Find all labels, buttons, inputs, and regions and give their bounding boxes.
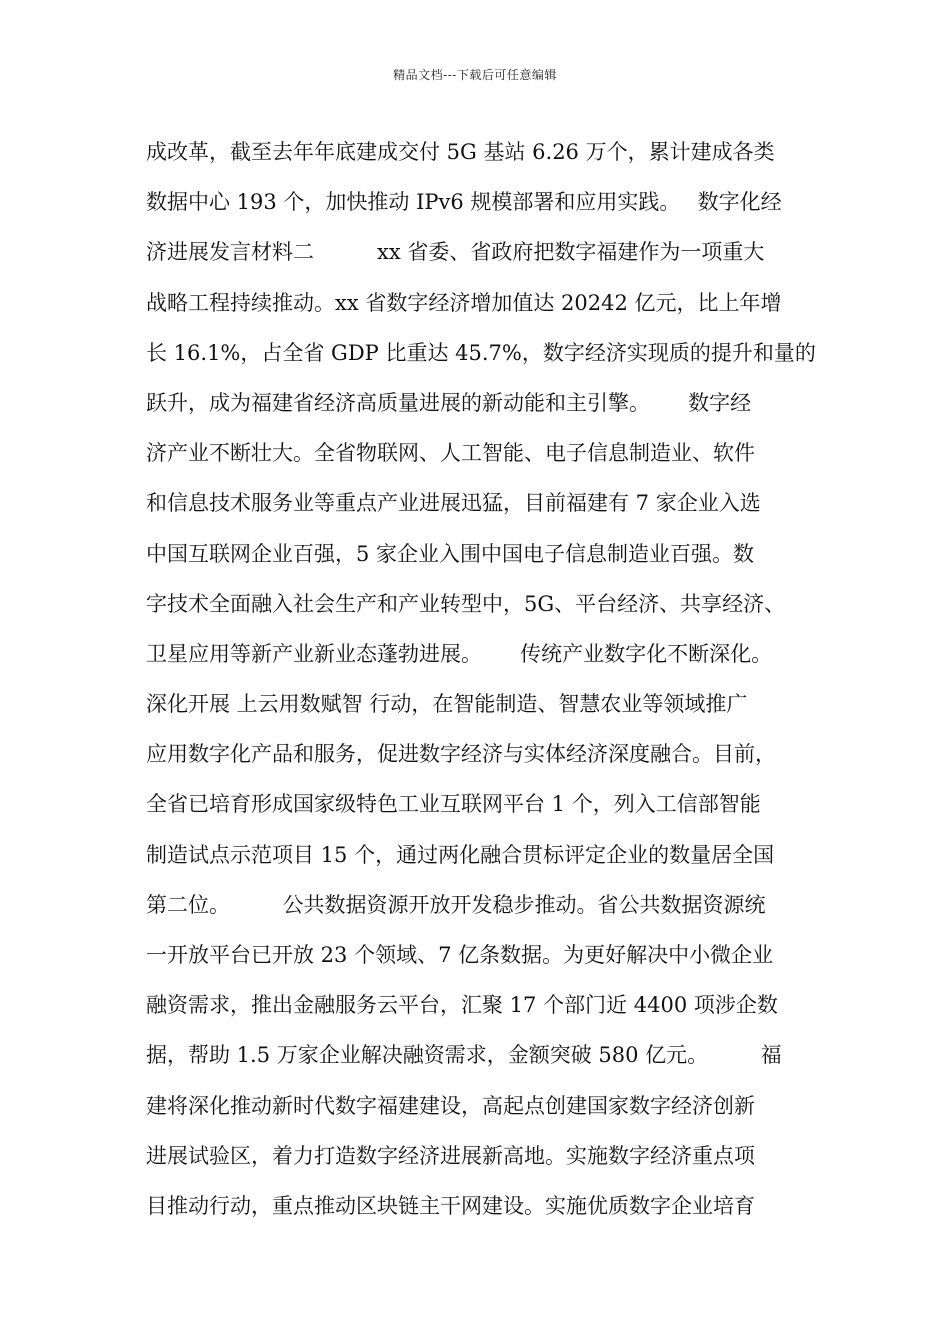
text-line: 中国互联网企业百强，5 家企业入围中国电子信息制造业百强。数 — [146, 541, 755, 566]
text-line: 跃升，成为福建省经济高质量进展的新动能和主引擎。 数字经 — [146, 390, 752, 415]
text-line: 制造试点示范项目 15 个，通过两化融合贯标评定企业的数量居全国 — [146, 842, 775, 867]
document-body — [146, 130, 816, 1234]
text-line: 卫星应用等新产业新业态蓬勃进展。 传统产业数字化不断深化。 — [146, 641, 773, 666]
text-line: 目推动行动，重点推动区块链主干网建设。实施优质数字企业培育 — [146, 1193, 755, 1218]
text-line: 长 16.1%，占全省 GDP 比重达 45.7%，数字经济实现质的提升和量的 — [146, 340, 816, 365]
text-line: 和信息技术服务业等重点产业进展迅猛，目前福建有 7 家企业入选 — [146, 491, 761, 516]
text-line: 济进展发言材料二 xx 省委、省政府把数字福建作为一项重大 — [146, 240, 765, 265]
text-line: 据，帮助 1.5 万家企业解决融资需求，金额突破 580 亿元。 福 — [146, 1043, 782, 1068]
page-header: 精品文档---下载后可任意编辑 — [393, 68, 557, 82]
text-line: 融资需求，推出金融服务云平台，汇聚 17 个部门近 4400 项涉企数 — [146, 993, 778, 1018]
text-line: 全省已培育形成国家级特色工业互联网平台 1 个，列入工信部智能 — [146, 792, 761, 817]
text-line: 数据中心 193 个，加快推动 IPv6 规模部署和应用实践。 数字化经 — [146, 190, 782, 215]
text-line: 深化开展 上云用数赋智 行动，在智能制造、智慧农业等领域推广 — [146, 692, 748, 717]
text-line: 建将深化推动新时代数字福建建设，高起点创建国家数字经济创新 — [146, 1093, 755, 1118]
text-line: 字技术全面融入社会生产和产业转型中，5G、平台经济、共享经济、 — [146, 591, 786, 616]
text-line: 第二位。 公共数据资源开放开发稳步推动。省公共数据资源统 — [146, 892, 766, 917]
text-line: 济产业不断壮大。全省物联网、人工智能、电子信息制造业、软件 — [146, 441, 755, 466]
text-line: 应用数字化产品和服务，促进数字经济与实体经济深度融合。目前， — [146, 742, 776, 767]
text-line: 成改革，截至去年年底建成交付 5G 基站 6.26 万个，累计建成各类 — [146, 140, 775, 164]
text-line: 一开放平台已开放 23 个领域、7 亿条数据。为更好解决中小微企业 — [146, 943, 774, 967]
text-line: 进展试验区，着力打造数字经济进展新高地。实施数字经济重点项 — [146, 1143, 755, 1168]
text-line: 战略工程持续推动。xx 省数字经济增加值达 20242 亿元，比上年增 — [146, 290, 782, 315]
